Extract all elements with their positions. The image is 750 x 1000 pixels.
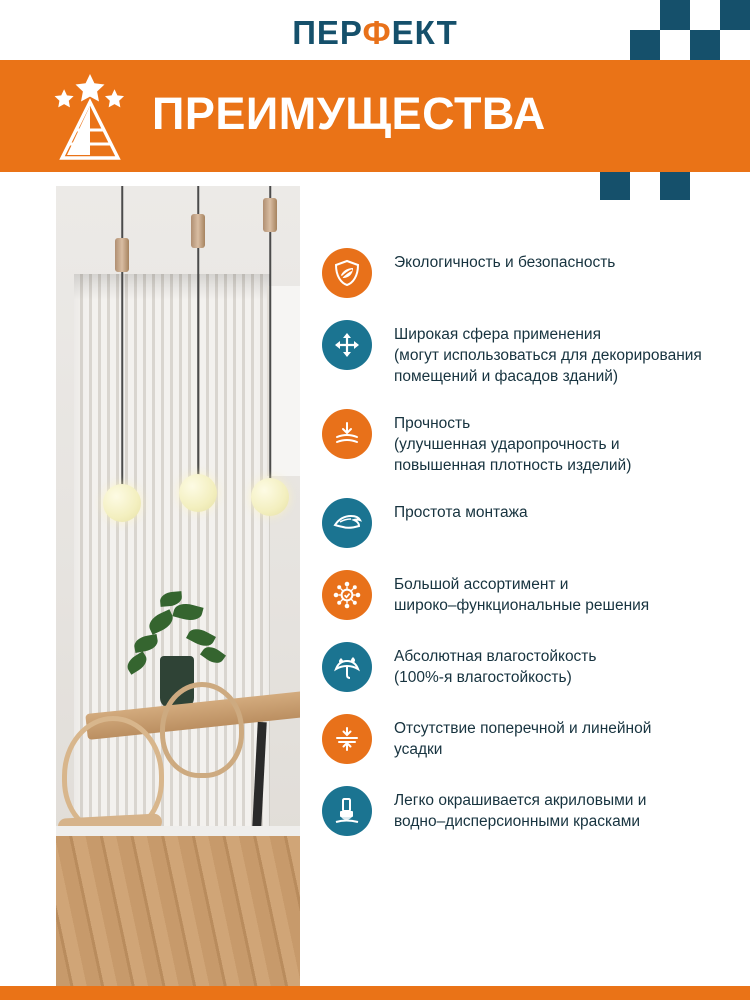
benefit-text xyxy=(394,409,631,476)
benefit-line: Прочность xyxy=(394,415,471,432)
benefit-line: (могут использоваться для декорирования xyxy=(394,347,702,364)
benefit-line: Простота монтажа xyxy=(394,504,528,521)
benefit-text xyxy=(394,714,651,760)
benefit-item xyxy=(322,642,722,692)
benefit-line: широко–функциональные решения xyxy=(394,597,650,614)
benefit-text xyxy=(394,320,702,387)
benefit-line: Легко окрашивается акриловыми и xyxy=(394,792,647,809)
umbrella-water-drops-icon xyxy=(322,642,372,692)
benefit-line: Экологичность и безопасность xyxy=(394,254,616,271)
logo-part-2: ЕКТ xyxy=(391,14,458,51)
footer-accent-rule xyxy=(0,986,750,1000)
benefit-text xyxy=(394,642,596,688)
logo-part-1: ПЕР xyxy=(292,14,363,51)
benefit-item xyxy=(322,714,722,764)
brand-logo xyxy=(0,14,750,52)
no-shrinkage-compress-icon xyxy=(322,714,372,764)
strength-layers-arrow-icon xyxy=(322,409,372,459)
benefit-item xyxy=(322,409,722,476)
benefit-line: повышенная плотность изделий) xyxy=(394,457,632,474)
chair-back-2 xyxy=(160,682,244,778)
benefit-line: (100%-я влагостойкость) xyxy=(394,669,572,686)
benefit-text xyxy=(394,786,646,832)
benefit-text xyxy=(394,498,528,523)
benefit-item xyxy=(322,786,722,836)
benefit-item xyxy=(322,248,722,298)
easy-mount-hand-icon xyxy=(322,498,372,548)
benefit-line: Абсолютная влагостойкость xyxy=(394,648,597,665)
wood-floor xyxy=(56,836,300,986)
interior-photo-slat-panel-dining-room xyxy=(56,186,300,986)
assortment-network-icon xyxy=(322,570,372,620)
benefit-line: Отсутствие поперечной и линейной xyxy=(394,720,652,737)
paint-brush-icon xyxy=(322,786,372,836)
benefit-line: Большой ассортимент и xyxy=(394,576,569,593)
benefit-item xyxy=(322,498,722,548)
benefit-item xyxy=(322,320,722,387)
logo-accent-letter: Ф xyxy=(362,14,392,51)
brand-logo-text xyxy=(292,14,458,52)
eco-leaf-shield-icon xyxy=(322,248,372,298)
benefit-text xyxy=(394,248,615,273)
page-title: ПРЕИМУЩЕСТВА xyxy=(152,88,546,139)
four-arrows-expand-icon xyxy=(322,320,372,370)
benefit-item xyxy=(322,570,722,620)
tree-logo-icon xyxy=(40,72,140,164)
benefit-text xyxy=(394,570,649,616)
benefit-line: помещений и фасадов зданий) xyxy=(394,368,619,385)
benefit-line: Широкая сфера применения xyxy=(394,326,601,343)
benefit-line: (улучшенная ударопрочность и xyxy=(394,436,620,453)
benefits-list xyxy=(322,248,722,858)
benefit-line: водно–дисперсионными красками xyxy=(394,813,641,830)
benefit-line: усадки xyxy=(394,741,443,758)
